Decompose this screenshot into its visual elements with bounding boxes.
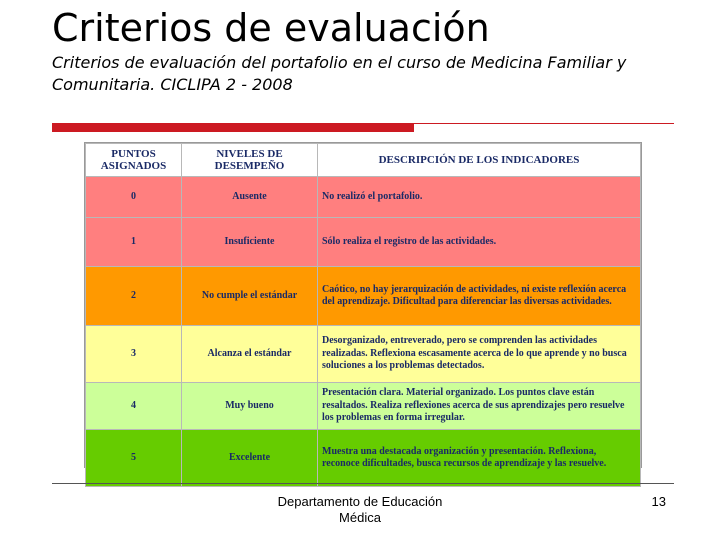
table-row (86, 383, 641, 430)
table-row (86, 430, 641, 487)
row-points: 5 (86, 430, 182, 487)
header-points: PUNTOS ASIGNADOS (86, 144, 182, 177)
row-level: Ausente (182, 177, 318, 218)
title-accent-line (414, 123, 674, 124)
footer-department: Departamento de Educación Médica (277, 494, 443, 525)
slide-title: Criterios de evaluación (52, 6, 490, 50)
row-description: Muestra una destacada organización y presentación. Reflexiona, reconoce dificultades, busca recursos de aprendizaje y las resuelve. (318, 430, 641, 487)
slide-subtitle: Criterios de evaluación del portafolio en el curso de Medicina Familiar y Comunitaria. CICLIPA 2 - 2008 (52, 53, 627, 94)
row-points: 4 (86, 383, 182, 430)
row-points: 0 (86, 177, 182, 218)
row-points: 1 (86, 218, 182, 267)
row-description: Presentación clara. Material organizado. Los puntos clave están resaltados. Realiza reflexiones acerca de sus aprendizajes pero resuelve los problemas en forma irregular. (318, 383, 641, 430)
row-points: 2 (86, 267, 182, 326)
row-level: No cumple el estándar (182, 267, 318, 326)
row-level: Excelente (182, 430, 318, 487)
table-header-row (86, 144, 641, 177)
header-levels: NIVELES DE DESEMPEÑO (182, 144, 318, 177)
row-description: Desorganizado, entreverado, pero se comprenden las actividades realizadas. Reflexiona escasamente acerca de lo que aprende y no busca soluciones a los problemas detectados. (318, 326, 641, 383)
row-description: Caótico, no hay jerarquización de actividades, ni existe reflexión acerca del aprendizaje. Dificultad para diferenciar las diversas actividades. (318, 267, 641, 326)
criteria-table-container (84, 142, 642, 468)
table-row (86, 218, 641, 267)
row-points: 3 (86, 326, 182, 383)
table-row (86, 326, 641, 383)
table-row (86, 177, 641, 218)
row-level: Muy bueno (182, 383, 318, 430)
header-description: DESCRIPCIÓN DE LOS INDICADORES (318, 144, 641, 177)
table-row (86, 267, 641, 326)
row-description: Sólo realiza el registro de las actividades. (318, 218, 641, 267)
footer-divider (52, 483, 674, 484)
title-accent-bar (52, 123, 414, 132)
criteria-table (85, 143, 641, 487)
page-number: 13 (651, 494, 666, 509)
row-level: Insuficiente (182, 218, 318, 267)
row-description: No realizó el portafolio. (318, 177, 641, 218)
row-level: Alcanza el estándar (182, 326, 318, 383)
